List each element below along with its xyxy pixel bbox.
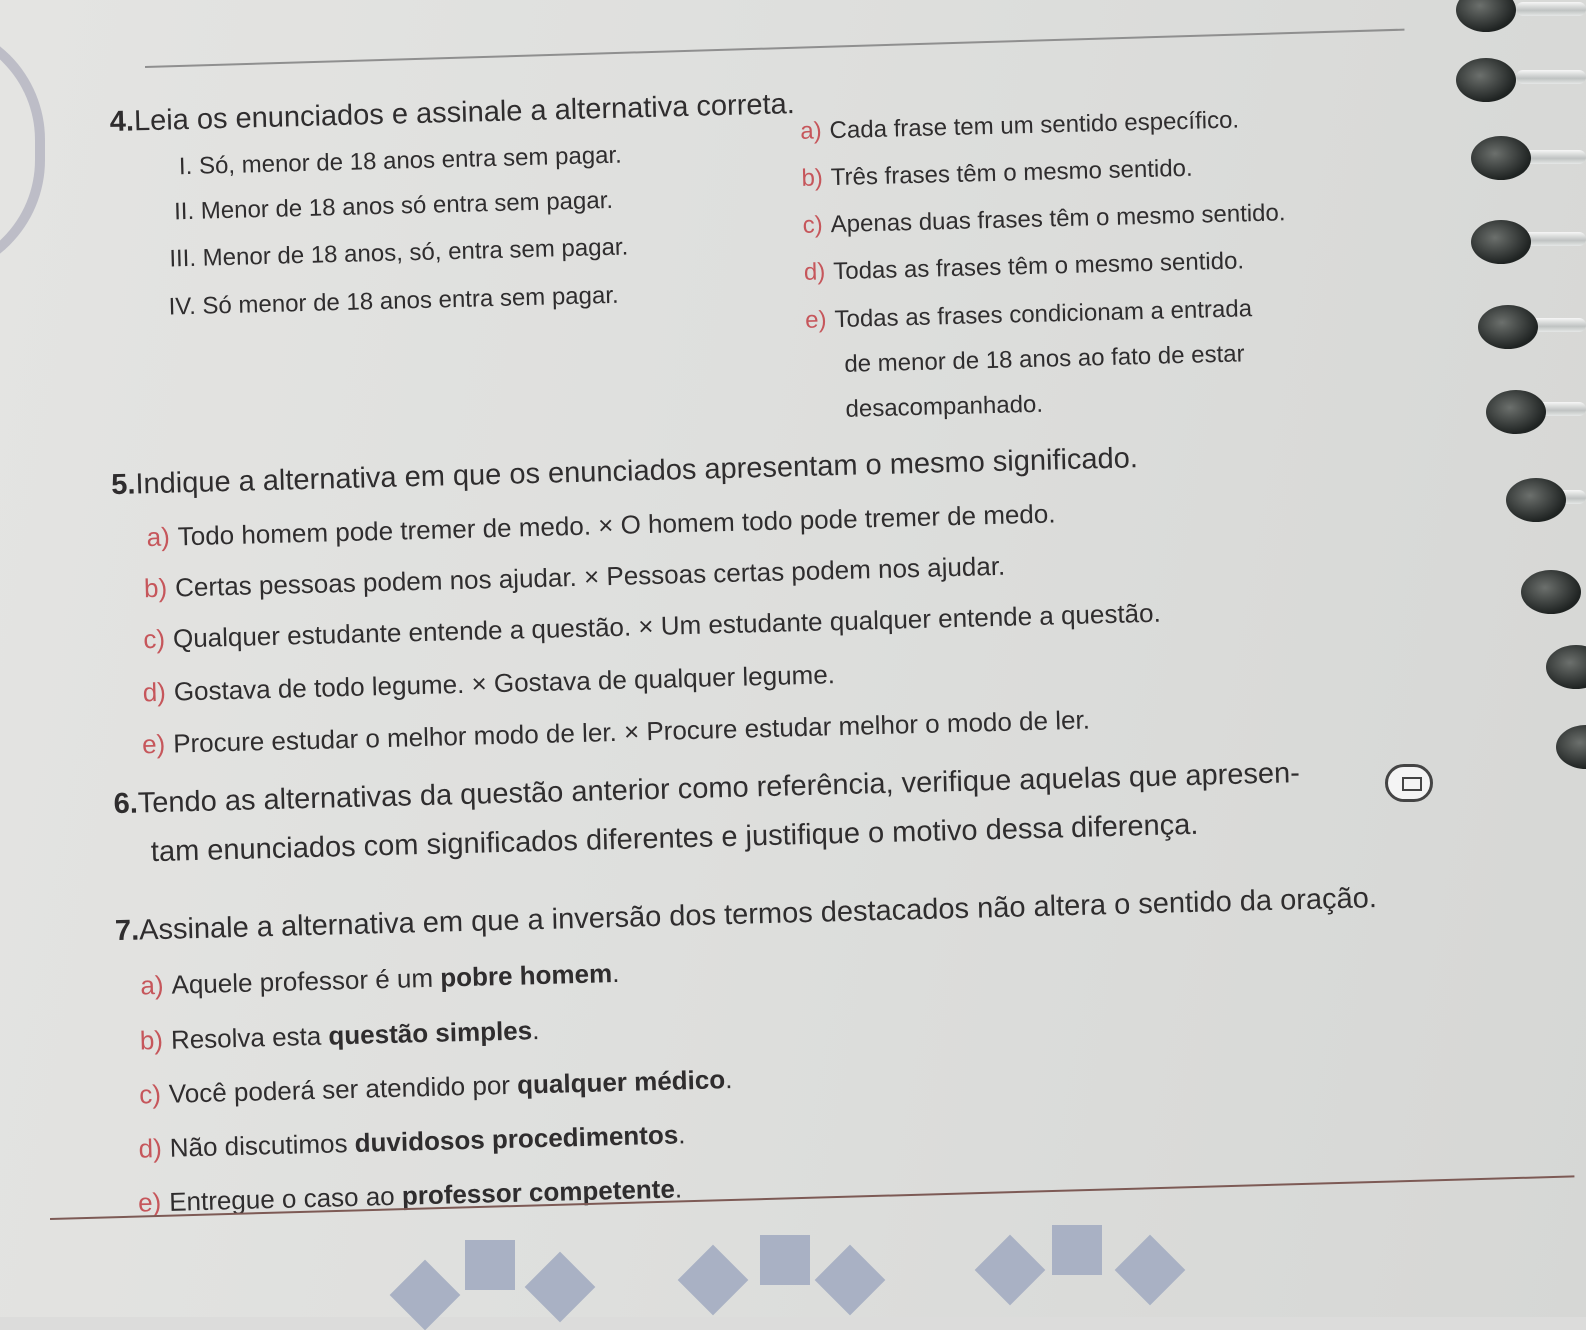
spiral-wire (1516, 2, 1586, 16)
q5-option-a[interactable] (146, 498, 1056, 553)
q4-option-e-line2: de menor de 18 anos ao fato de estar (844, 340, 1245, 378)
statement-label: IV. (168, 292, 197, 321)
q4-option-a[interactable] (800, 108, 1239, 143)
spiral-loop (1556, 725, 1586, 769)
statement-text: Menor de 18 anos, só, entra sem pagar. (202, 233, 629, 272)
statement-text: Só menor de 18 anos entra sem pagar. (202, 281, 619, 320)
highlighted-terms: professor competente (401, 1173, 676, 1211)
option-end: . (611, 957, 620, 989)
q4-statement-2 (173, 186, 614, 226)
q6-number: 6. (113, 787, 139, 821)
q5-option-b[interactable] (143, 550, 1006, 604)
option-label: a) (146, 521, 171, 553)
spiral-binding (1476, 0, 1586, 1317)
q4-option-b[interactable] (801, 154, 1193, 192)
option-text: Apenas duas frases têm o mesmo sentido. (830, 199, 1286, 239)
spiral-loop (1506, 478, 1566, 522)
highlighted-terms: duvidosos procedimentos (354, 1119, 679, 1158)
highlighted-terms: pobre homem (439, 958, 613, 993)
decor-square (465, 1240, 515, 1290)
option-end: . (677, 1119, 686, 1150)
option-label: c) (802, 211, 824, 239)
option-end: . (531, 1015, 540, 1046)
option-label: b) (801, 164, 824, 192)
option-text: Procure estudar o melhor modo de ler. × Procure estudar melhor o modo de ler. (172, 704, 1091, 759)
q5-prompt: Indique a alternativa em que os enunciados apresentam o mesmo significado. (135, 442, 1139, 501)
option-text: Entregue o caso ao (168, 1180, 403, 1217)
option-text: Aquele professor é um (171, 962, 441, 1000)
q4-statement-1 (178, 141, 623, 181)
option-label: d) (138, 1132, 163, 1164)
option-text: Certas pessoas podem nos ajudar. × Pessoas certas podem nos ajudar. (174, 550, 1006, 603)
statement-text: Menor de 18 anos só entra sem pagar. (200, 186, 614, 225)
q4-statement-3 (169, 235, 628, 271)
q7-option-d[interactable] (138, 1119, 686, 1164)
q4-option-e-line3: desacompanhado. (845, 390, 1044, 423)
option-label: a) (799, 117, 822, 145)
q5-number: 5. (110, 468, 136, 502)
q5-heading (111, 444, 1138, 500)
spiral-loop (1471, 220, 1531, 264)
option-label: e) (804, 306, 827, 334)
statement-label: I. (178, 152, 193, 181)
spiral-loop (1521, 570, 1581, 614)
option-text: Resolva esta (170, 1020, 329, 1055)
option-text: Qualquer estudante entende a questão. × Um estudante qualquer entende a questão. (172, 597, 1162, 654)
option-label: c) (138, 1079, 162, 1110)
statement-text: Só, menor de 18 anos entra sem pagar. (198, 141, 623, 180)
decor-square (760, 1235, 810, 1285)
option-label: c) (142, 623, 166, 655)
statement-label: III. (169, 244, 197, 273)
option-text: Todo homem pode tremer de medo. × O homem todo pode tremer de medo. (177, 498, 1056, 552)
spiral-loop (1486, 390, 1546, 434)
option-text: Cada frase tem um sentido específico. (829, 106, 1240, 145)
q4-statement-4 (168, 281, 619, 321)
option-label: e) (137, 1187, 162, 1218)
q5-option-e[interactable] (141, 704, 1091, 760)
option-label: d) (142, 676, 167, 708)
q7-option-b[interactable] (139, 1015, 540, 1056)
option-text: Todas as frases têm o mesmo sentido. (832, 247, 1245, 286)
option-label: e) (141, 728, 166, 760)
spiral-loop (1546, 645, 1586, 689)
q7-number: 7. (114, 914, 140, 948)
q4-option-d[interactable] (804, 249, 1245, 285)
spiral-loop (1471, 136, 1531, 180)
spiral-wire (1516, 70, 1586, 84)
option-label: a) (140, 969, 164, 1001)
spiral-loop (1478, 305, 1538, 349)
option-text: Todas as frases condicionam a entrada (834, 295, 1253, 334)
option-label: b) (143, 572, 168, 604)
option-text: Três frases têm o mesmo sentido. (830, 154, 1193, 192)
option-label: b) (139, 1024, 164, 1056)
spiral-loop (1456, 58, 1516, 102)
option-text: Não discutimos (169, 1127, 356, 1163)
option-end: . (674, 1173, 683, 1204)
highlighted-terms: questão simples (328, 1015, 533, 1051)
q6-line2: tam enunciados com significados diferentes e justifique o motivo dessa diferença. (150, 808, 1199, 869)
statement-label: II. (173, 197, 195, 226)
q7-option-c[interactable] (139, 1066, 733, 1108)
decor-square (1052, 1225, 1102, 1275)
q4-heading (109, 90, 795, 137)
option-text: Gostava de todo legume. × Gostava de qualquer legume. (173, 659, 836, 707)
q4-option-e[interactable] (805, 297, 1252, 333)
q7-prompt: Assinale a alternativa em que a inversão dos termos destacados não altera o sentido da oração. (138, 882, 1378, 947)
option-label: d) (803, 258, 826, 286)
option-end: . (724, 1064, 733, 1095)
q5-option-c[interactable] (142, 597, 1162, 655)
option-text: Você poderá ser atendido por (168, 1069, 518, 1109)
highlighted-terms: qualquer médico (516, 1064, 726, 1100)
q4-prompt: Leia os enunciados e assinale a alternativa correta. (133, 88, 796, 138)
q5-option-d[interactable] (142, 659, 836, 708)
q7-option-a[interactable] (140, 957, 620, 1001)
q4-option-c[interactable] (802, 201, 1285, 238)
q4-number: 4. (109, 105, 135, 138)
q6-text-line1: Tendo as alternativas da questão anterior como referência, verifique aquelas que apresen- (137, 757, 1301, 820)
q7-heading (115, 884, 1378, 946)
notebook-icon (1385, 764, 1433, 802)
